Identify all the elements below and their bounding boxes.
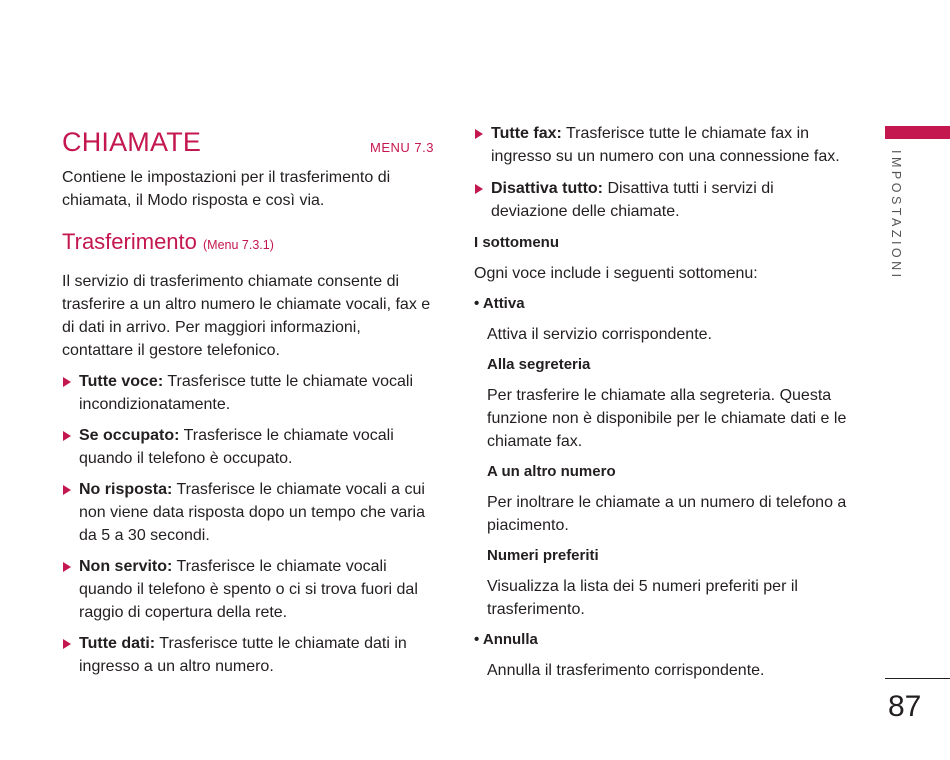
option-item [474,122,854,168]
section-title-text: Trasferimento [62,229,197,254]
submenu-intro: Ogni voce include i seguenti sottomenu: [474,265,758,282]
option-text: Trasferisce le chiamate vocali a cui non viene data risposta dopo un tempo che varia da 5 a 30 secondi. [79,481,426,544]
page-number-rule [885,678,950,679]
option-text: Trasferisce tutte le chiamate dati in ingresso a un altro numero. [79,635,407,675]
right-column [474,122,854,682]
option-item [474,177,854,223]
submenu-activate-label: • Attiva [474,295,525,312]
option-label: Non servito: [79,558,173,575]
option-item [62,478,434,547]
chapter-title: CHIAMATE [62,127,202,157]
side-section-label: IMPOSTAZIONI [889,150,903,281]
submenu-item-label: A un altro numero [487,463,616,480]
section-menu-ref: (Menu 7.3.1) [203,238,274,252]
option-label: Se occupato: [79,427,180,444]
option-item [62,632,434,678]
option-item [62,424,434,470]
page-number: 87 [888,690,922,723]
option-item [62,555,434,624]
arrow-bullet-icon [63,562,71,572]
menu-code: MENU 7.3 [370,140,434,155]
section-intro: Il servizio di trasferimento chiamate consente di trasferire a un altro numero le chiamate vocali, fax e di dati in arrivo. Per maggiori informazioni, contattare il gestore telefonico. [62,273,431,359]
submenu-item-text: Per inoltrare le chiamate a un numero di telefono a piacimento. [487,494,847,534]
section-title [62,229,434,258]
option-text: Trasferisce le chiamate vocali quando il telefono è occupato. [79,427,394,467]
chapter-header [62,120,434,156]
option-text: Disattiva tutti i servizi di deviazione delle chiamate. [491,180,774,220]
submenu-item-text: Visualizza la lista dei 5 numeri preferiti per il trasferimento. [487,578,798,618]
option-text: Trasferisce le chiamate vocali quando il telefono è spento o ci si trova fuori dal raggio di copertura della rete. [79,558,418,621]
arrow-bullet-icon [63,485,71,495]
option-label: Tutte dati: [79,635,156,652]
option-text: Trasferisce tutte le chiamate fax in ingresso su un numero con una connessione fax. [491,125,840,165]
option-label: No risposta: [79,481,173,498]
option-label: Tutte fax: [491,125,562,142]
arrow-bullet-icon [63,639,71,649]
submenu-activate-text: Attiva il servizio corrispondente. [487,326,712,343]
submenu-cancel-label: • Annulla [474,631,538,648]
section-tab-bar [885,126,950,139]
submenu-item-label: Numeri preferiti [487,547,599,564]
submenu-item-text: Per trasferire le chiamate alla segreteria. Questa funzione non è disponibile per le chiamate dati e le chiamate fax. [487,387,847,450]
arrow-bullet-icon [475,184,483,194]
left-column [62,120,434,678]
arrow-bullet-icon [63,377,71,387]
submenu-item-label: Alla segreteria [487,356,591,373]
option-label: Disattiva tutto: [491,180,603,197]
submenu-heading: I sottomenu [474,234,559,251]
submenu-cancel-text: Annulla il trasferimento corrispondente. [487,662,765,679]
option-item [62,370,434,416]
option-text: Trasferisce tutte le chiamate vocali incondizionatamente. [79,373,414,413]
option-label: Tutte voce: [79,373,164,390]
chapter-intro: Contiene le impostazioni per il trasferimento di chiamata, il Modo risposta e così via. [62,169,391,209]
option-list-left [62,370,434,678]
arrow-bullet-icon [63,431,71,441]
arrow-bullet-icon [475,129,483,139]
